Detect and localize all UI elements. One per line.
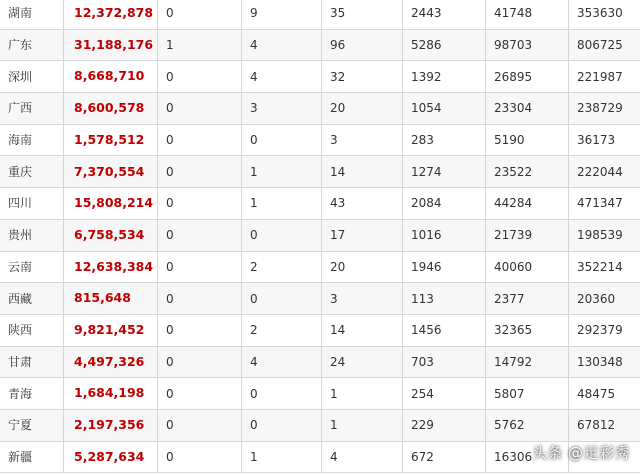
- table-row: [0, 346, 640, 378]
- count-cell-6: 221987: [569, 61, 640, 93]
- count-cell-2: 0: [242, 219, 322, 251]
- count-cell-4: 113: [403, 283, 486, 315]
- province-cell: 宁夏: [0, 409, 64, 441]
- total-sales-cell: 9,821,452: [64, 314, 158, 346]
- total-sales-cell: 5,287,634: [64, 441, 158, 473]
- count-cell-2: 9: [242, 0, 322, 29]
- count-cell-1: 0: [158, 124, 242, 156]
- count-cell-6: 48475: [569, 378, 640, 410]
- count-cell-3: 24: [322, 346, 403, 378]
- count-cell-4: 254: [403, 378, 486, 410]
- count-cell-2: 4: [242, 346, 322, 378]
- count-cell-1: 0: [158, 314, 242, 346]
- province-cell: 贵州: [0, 219, 64, 251]
- table-row: [0, 314, 640, 346]
- count-cell-2: 1: [242, 441, 322, 473]
- count-cell-4: 1016: [403, 219, 486, 251]
- watermark: 头条 @足彩秀: [531, 444, 630, 462]
- count-cell-5: 26895: [486, 61, 569, 93]
- count-cell-1: 0: [158, 346, 242, 378]
- total-sales-cell: 1,684,198: [64, 378, 158, 410]
- count-cell-2: 4: [242, 29, 322, 61]
- count-cell-1: 0: [158, 0, 242, 29]
- count-cell-1: 1: [158, 29, 242, 61]
- count-cell-2: 1: [242, 188, 322, 220]
- count-cell-4: 2443: [403, 0, 486, 29]
- count-cell-1: 0: [158, 251, 242, 283]
- province-cell: 湖南: [0, 0, 64, 29]
- count-cell-5: 41748: [486, 0, 569, 29]
- province-cell: 四川: [0, 188, 64, 220]
- count-cell-4: 1392: [403, 61, 486, 93]
- table-row: [0, 93, 640, 125]
- count-cell-3: 1: [322, 378, 403, 410]
- count-cell-4: 1946: [403, 251, 486, 283]
- count-cell-2: 4: [242, 61, 322, 93]
- province-cell: 陕西: [0, 314, 64, 346]
- table-row: [0, 156, 640, 188]
- count-cell-2: 0: [242, 124, 322, 156]
- count-cell-6: 471347: [569, 188, 640, 220]
- table-row: [0, 409, 640, 441]
- count-cell-4: 703: [403, 346, 486, 378]
- count-cell-1: 0: [158, 283, 242, 315]
- count-cell-5: 5807: [486, 378, 569, 410]
- count-cell-4: 1054: [403, 93, 486, 125]
- count-cell-4: 2084: [403, 188, 486, 220]
- table-row: [0, 378, 640, 410]
- count-cell-3: 4: [322, 441, 403, 473]
- count-cell-5: 98703: [486, 29, 569, 61]
- count-cell-2: 1: [242, 156, 322, 188]
- count-cell-6: 806725: [569, 29, 640, 61]
- count-cell-6: 222044: [569, 156, 640, 188]
- count-cell-5: 5190: [486, 124, 569, 156]
- total-sales-cell: 2,197,356: [64, 409, 158, 441]
- count-cell-2: 2: [242, 251, 322, 283]
- count-cell-3: 43: [322, 188, 403, 220]
- count-cell-6: 353630: [569, 0, 640, 29]
- count-cell-1: 0: [158, 61, 242, 93]
- count-cell-4: 229: [403, 409, 486, 441]
- province-cell: 海南: [0, 124, 64, 156]
- count-cell-5: 32365: [486, 314, 569, 346]
- total-sales-cell: 1,578,512: [64, 124, 158, 156]
- province-cell: 云南: [0, 251, 64, 283]
- count-cell-3: 96: [322, 29, 403, 61]
- table-row: [0, 124, 640, 156]
- count-cell-3: 1: [322, 409, 403, 441]
- total-sales-cell: 31,188,176: [64, 29, 158, 61]
- count-cell-5: 14792: [486, 346, 569, 378]
- table-row: [0, 219, 640, 251]
- total-sales-cell: 7,370,554: [64, 156, 158, 188]
- count-cell-2: 0: [242, 378, 322, 410]
- count-cell-1: 0: [158, 378, 242, 410]
- total-sales-cell: 6,758,534: [64, 219, 158, 251]
- count-cell-3: 20: [322, 93, 403, 125]
- count-cell-4: 672: [403, 441, 486, 473]
- table-row: [0, 0, 640, 29]
- count-cell-4: 1456: [403, 314, 486, 346]
- count-cell-5: 5762: [486, 409, 569, 441]
- total-sales-cell: 15,808,214: [64, 188, 158, 220]
- count-cell-5: 40060: [486, 251, 569, 283]
- table-row: [0, 283, 640, 315]
- count-cell-6: 238729: [569, 93, 640, 125]
- count-cell-5: 23304: [486, 93, 569, 125]
- province-cell: 新疆: [0, 441, 64, 473]
- count-cell-3: 17: [322, 219, 403, 251]
- count-cell-5: 21739: [486, 219, 569, 251]
- province-cell: 甘肃: [0, 346, 64, 378]
- count-cell-6: 198539: [569, 219, 640, 251]
- count-cell-6: 352214: [569, 251, 640, 283]
- count-cell-1: 0: [158, 219, 242, 251]
- count-cell-1: 0: [158, 409, 242, 441]
- total-sales-cell: 8,668,710: [64, 61, 158, 93]
- count-cell-5: 44284: [486, 188, 569, 220]
- count-cell-3: 3: [322, 283, 403, 315]
- count-cell-2: 0: [242, 409, 322, 441]
- count-cell-1: 0: [158, 156, 242, 188]
- count-cell-3: 14: [322, 156, 403, 188]
- count-cell-3: 20: [322, 251, 403, 283]
- total-sales-cell: 815,648: [64, 283, 158, 315]
- province-cell: 广东: [0, 29, 64, 61]
- table-row: [0, 61, 640, 93]
- total-sales-cell: 8,600,578: [64, 93, 158, 125]
- table-row: [0, 29, 640, 61]
- table-row: [0, 188, 640, 220]
- province-cell: 深圳: [0, 61, 64, 93]
- count-cell-6: 292379: [569, 314, 640, 346]
- province-cell: 西藏: [0, 283, 64, 315]
- count-cell-1: 0: [158, 188, 242, 220]
- province-cell: 青海: [0, 378, 64, 410]
- count-cell-5: 16306: [486, 441, 569, 473]
- province-cell: 广西: [0, 93, 64, 125]
- count-cell-3: 35: [322, 0, 403, 29]
- count-cell-5: 2377: [486, 283, 569, 315]
- count-cell-3: 14: [322, 314, 403, 346]
- count-cell-5: 23522: [486, 156, 569, 188]
- count-cell-2: 2: [242, 314, 322, 346]
- province-cell: 重庆: [0, 156, 64, 188]
- count-cell-3: 3: [322, 124, 403, 156]
- count-cell-6: 130348: [569, 346, 640, 378]
- count-cell-2: 3: [242, 93, 322, 125]
- count-cell-1: 0: [158, 441, 242, 473]
- count-cell-4: 5286: [403, 29, 486, 61]
- count-cell-1: 0: [158, 93, 242, 125]
- count-cell-6: 20360: [569, 283, 640, 315]
- total-sales-cell: 4,497,326: [64, 346, 158, 378]
- count-cell-3: 32: [322, 61, 403, 93]
- count-cell-2: 0: [242, 283, 322, 315]
- count-cell-4: 283: [403, 124, 486, 156]
- total-sales-cell: 12,638,384: [64, 251, 158, 283]
- total-sales-cell: 12,372,878: [64, 0, 158, 29]
- count-cell-6: 67812: [569, 409, 640, 441]
- count-cell-6: 36173: [569, 124, 640, 156]
- count-cell-4: 1274: [403, 156, 486, 188]
- table-row: [0, 251, 640, 283]
